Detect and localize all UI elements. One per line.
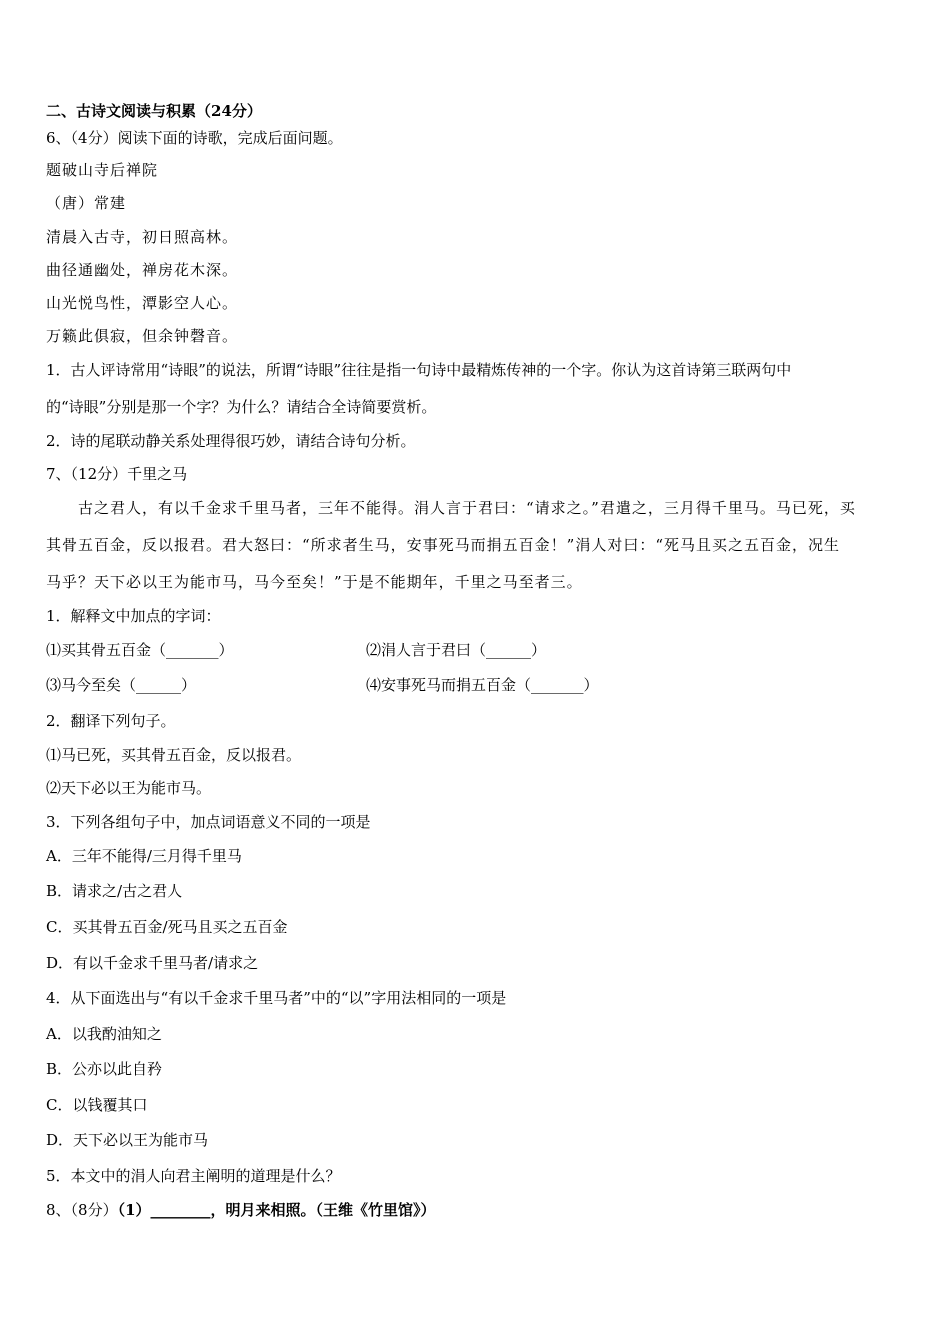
q7-s4-option: D．天下必以王为能市马	[46, 1131, 209, 1149]
poem-line: 万籁此俱寂，但余钟磬音。	[46, 327, 239, 345]
question-7-head: 7、（12分）千里之马	[46, 465, 188, 483]
q7-s2-item: ⑴马已死，买其骨五百金，反以报君。	[46, 746, 302, 764]
q7-s3-option: A．三年不能得/三月得千里马	[46, 847, 242, 865]
poem-line: 曲径通幽处，禅房花木深。	[46, 261, 239, 279]
section-title: 二、古诗文阅读与积累（24分）	[46, 102, 262, 120]
q7-s1-item: ⑷安事死马而捐五百金（_______）	[366, 676, 599, 694]
passage-line: 其骨五百金，反以报君。君大怒曰：“所求者生马，安事死马而捐五百金！”涓人对曰：“死马且买之五百金，况生	[46, 536, 841, 554]
q7-s4-option: B．公亦以此自矜	[46, 1060, 163, 1078]
q7-s2-item: ⑵天下必以王为能市马。	[46, 779, 212, 797]
q7-s1-item: ⑵涓人言于君曰（______）	[366, 641, 547, 659]
q6-sub2: 2．诗的尾联动静关系处理得很巧妙，请结合诗句分析。	[46, 432, 416, 450]
question-6-head: 6、（4分）阅读下面的诗歌，完成后面问题。	[46, 129, 343, 147]
poem-line: 山光悦鸟性，潭影空人心。	[46, 294, 239, 312]
question-8	[46, 1200, 436, 1220]
question-8-head: 8、（8分）	[46, 1201, 118, 1219]
q7-s3-head: 3．下列各组句子中，加点词语意义不同的一项是	[46, 813, 371, 831]
passage-line: 古之君人，有以千金求千里马者，三年不能得。涓人言于君曰：“请求之。”君遣之，三月得千里马。马已死，买	[78, 499, 856, 517]
q7-s1-item: ⑴买其骨五百金（_______）	[46, 641, 234, 659]
q7-s4-option: C．以钱覆其口	[46, 1096, 148, 1114]
q6-sub1-line2: 的“诗眼”分别是那一个字？为什么？请结合全诗简要赏析。	[46, 398, 437, 416]
question-8-fill-blank: （1）________，明月来相照。（王维《竹里馆》）	[117, 1201, 436, 1219]
q7-s2-head: 2．翻译下列句子。	[46, 712, 176, 730]
q7-s5: 5．本文中的涓人向君主阐明的道理是什么？	[46, 1167, 341, 1185]
q7-s3-option: B．请求之/古之君人	[46, 882, 183, 900]
q7-s1-head: 1．解释文中加点的字词：	[46, 607, 221, 625]
q7-s4-option: A．以我酌油知之	[46, 1025, 162, 1043]
passage-line: 马乎？天下必以王为能市马，马今至矣！”于是不能期年，千里之马至者三。	[46, 573, 583, 591]
poem-author: （唐）常建	[46, 194, 127, 212]
q7-s3-option: C．买其骨五百金/死马且买之五百金	[46, 918, 288, 936]
q7-s4-head: 4．从下面选出与“有以千金求千里马者”中的“以”字用法相同的一项是	[46, 989, 507, 1007]
q6-sub1-line1: 1．古人评诗常用“诗眼”的说法，所谓“诗眼”往往是指一句诗中最精炼传神的一个字。你认为这首诗第三联两句中	[46, 361, 792, 379]
poem-title: 题破山寺后禅院	[46, 161, 159, 179]
q7-s1-item: ⑶马今至矣（______）	[46, 676, 197, 694]
q7-s3-option: D．有以千金求千里马者/请求之	[46, 954, 259, 972]
poem-line: 清晨入古寺，初日照高林。	[46, 228, 239, 246]
